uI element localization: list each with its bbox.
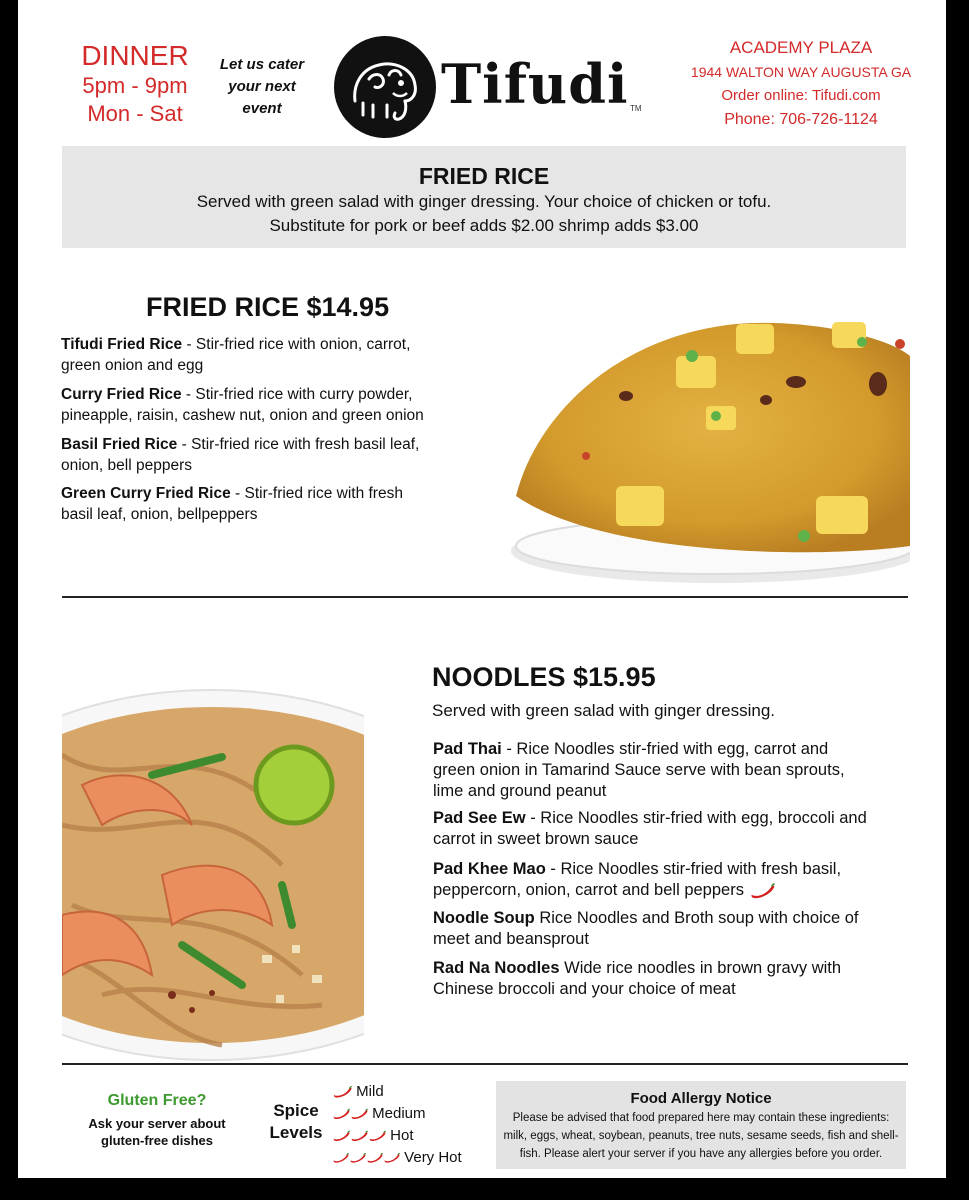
item-desc: carrot in sweet brown sauce — [433, 830, 639, 848]
spice-level-hot — [332, 1125, 414, 1147]
item-name: Green Curry Fried Rice — [61, 485, 231, 502]
allergy-line: milk, eggs, wheat, soybean, peanuts, tree nuts, sesame seeds, fish and shell- — [503, 1130, 899, 1142]
item-desc: - Stir-fried rice with fresh basil leaf, — [177, 436, 420, 453]
gluten-line: gluten-free dishes — [101, 1133, 213, 1148]
item-desc: - Stir-fried rice with fresh — [230, 485, 403, 502]
menu-item — [61, 483, 461, 525]
order-online-link[interactable]: Order online: Tifudi.com — [721, 87, 881, 104]
item-name: Pad See Ew — [433, 809, 526, 827]
chili-pepper-icon — [749, 883, 775, 899]
gluten-title: Gluten Free? — [107, 1092, 207, 1109]
spice-level-very-hot — [332, 1147, 462, 1169]
chili-pepper-icon — [383, 1151, 400, 1165]
hours-title: DINNER — [81, 40, 189, 71]
section-divider — [62, 596, 908, 598]
spice-levels-label — [262, 1100, 330, 1144]
chili-pepper-icon — [350, 1107, 368, 1121]
spice-level-label: Medium — [372, 1105, 426, 1122]
brand-trademark: TM — [630, 104, 642, 113]
item-desc: Wide rice noodles in brown gravy with — [559, 959, 842, 977]
allergy-line: Please be advised that food prepared here may contain these ingredients: — [512, 1112, 890, 1124]
fried-rice-banner — [62, 146, 906, 248]
chili-pepper-icon — [332, 1151, 349, 1165]
item-desc: Chinese broccoli and your choice of meat — [433, 980, 736, 998]
spice-level-mild — [332, 1081, 384, 1103]
menu-item — [61, 334, 461, 376]
chili-pepper-icon — [368, 1129, 386, 1143]
menu-item — [433, 908, 893, 950]
chili-pepper-icon — [332, 1085, 352, 1099]
item-desc: lime and ground peanut — [433, 782, 607, 800]
chili-pepper-icon — [349, 1151, 366, 1165]
banner-line: Substitute for pork or beef adds $2.00 shrimp adds $3.00 — [269, 216, 699, 235]
item-name: Pad Khee Mao — [433, 860, 546, 878]
page-frame-left — [0, 0, 18, 1200]
gluten-free-note — [62, 1090, 252, 1149]
chili-pepper-icon — [350, 1129, 368, 1143]
dinner-hours — [62, 40, 208, 128]
menu-item — [433, 958, 893, 1000]
chili-pepper-icon — [366, 1151, 383, 1165]
item-name: Noodle Soup — [433, 909, 535, 927]
fried-rice-heading: FRIED RICE $14.95 — [146, 292, 390, 322]
item-name: Tifudi Fried Rice — [61, 336, 183, 353]
item-desc: basil leaf, onion, bellpeppers — [61, 506, 258, 523]
food-allergy-notice — [496, 1081, 906, 1169]
item-desc: - Rice Noodles stir-fried with fresh basil, — [545, 860, 842, 878]
menu-item — [61, 384, 461, 426]
catering-note — [208, 54, 316, 120]
menu-item — [433, 808, 893, 850]
noodles-heading: NOODLES $15.95 — [432, 662, 656, 692]
section-divider — [62, 1063, 908, 1065]
pad-thai-photo — [62, 675, 364, 1062]
cater-line: event — [242, 100, 282, 117]
noodles-subheading: Served with green salad with ginger dressing. — [432, 701, 776, 720]
cater-line: Let us cater — [219, 56, 305, 73]
item-desc: - Rice Noodles stir-fried with egg, broccoli and — [525, 809, 867, 827]
menu-item — [433, 739, 893, 802]
item-desc: Rice Noodles and Broth soup with choice of — [534, 909, 859, 927]
banner-title: FRIED RICE — [418, 163, 550, 189]
menu-item — [433, 859, 893, 901]
elephant-logo-icon — [333, 35, 437, 139]
gluten-line: Ask your server about — [88, 1116, 226, 1131]
phone-number[interactable]: Phone: 706-726-1124 — [724, 111, 878, 128]
item-desc: onion, bell peppers — [61, 457, 192, 474]
cater-line: your next — [228, 78, 296, 95]
spice-level-label: Mild — [356, 1083, 384, 1100]
spice-level-label: Very Hot — [404, 1149, 462, 1166]
hours-time: 5pm - 9pm — [82, 73, 188, 98]
menu-item — [61, 434, 461, 476]
banner-line: Served with green salad with ginger dressing. Your choice of chicken or tofu. — [196, 192, 772, 211]
item-desc: meet and beansprout — [433, 930, 589, 948]
item-name: Curry Fried Rice — [61, 386, 182, 403]
item-desc: green onion in Tamarind Sauce serve with bean sprouts, — [433, 761, 845, 779]
item-desc: - Stir-fried rice with onion, carrot, — [182, 336, 411, 353]
item-name: Pad Thai — [433, 740, 502, 758]
brand-wordmark: Tifudi — [441, 52, 629, 116]
fried-rice-photo — [466, 296, 910, 596]
item-name: Rad Na Noodles — [433, 959, 560, 977]
item-desc: pineapple, raisin, cashew nut, onion and green onion — [61, 407, 424, 424]
spice-label-line: Spice — [273, 1101, 319, 1120]
chili-pepper-icon — [332, 1129, 350, 1143]
hours-days: Mon - Sat — [87, 101, 183, 126]
chili-pepper-icon — [332, 1107, 350, 1121]
allergy-line: fish. Please alert your server if you have any allergies before you order. — [519, 1148, 883, 1160]
address-street: 1944 WALTON WAY AUGUSTA GA — [690, 64, 912, 80]
allergy-title: Food Allergy Notice — [630, 1090, 772, 1107]
address-name: ACADEMY PLAZA — [729, 38, 873, 57]
spice-label-line: Levels — [269, 1123, 323, 1142]
restaurant-address — [676, 36, 926, 132]
item-name: Basil Fried Rice — [61, 436, 178, 453]
item-desc: peppercorn, onion, carrot and bell peppers — [433, 881, 744, 899]
item-desc: green onion and egg — [61, 357, 204, 374]
page-frame-right — [946, 0, 969, 1200]
item-desc: - Rice Noodles stir-fried with egg, carrot and — [501, 740, 829, 758]
spice-level-medium — [332, 1103, 426, 1125]
spice-level-label: Hot — [390, 1127, 414, 1144]
item-desc: - Stir-fried rice with curry powder, — [181, 386, 413, 403]
page-frame-bottom — [0, 1178, 969, 1200]
